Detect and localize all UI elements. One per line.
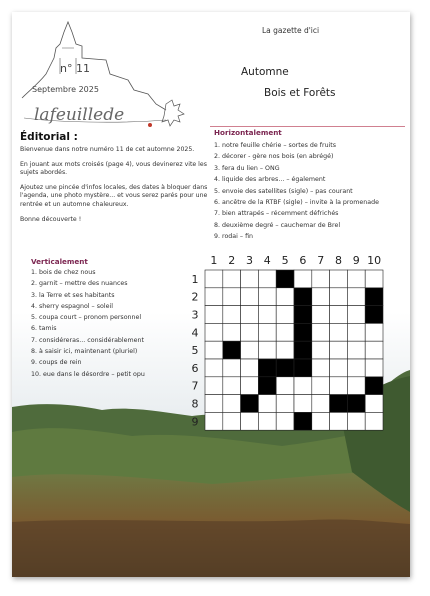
letter-cell[interactable] — [258, 306, 276, 324]
black-cell — [223, 341, 241, 359]
column-number: 8 — [335, 254, 342, 267]
letter-cell[interactable] — [223, 270, 241, 288]
row-number: 6 — [191, 361, 199, 375]
letter-cell[interactable] — [347, 341, 365, 359]
vertical-clues-title: Verticalement — [31, 257, 88, 266]
column-number: 9 — [352, 254, 360, 267]
letter-cell[interactable] — [294, 395, 312, 413]
clue-item: 10. eue dans le désordre – petit opu — [31, 370, 145, 378]
black-cell — [365, 288, 383, 306]
letter-cell[interactable] — [330, 323, 348, 341]
horizontal-clues-list — [214, 140, 379, 243]
gazette-label: La gazette d'ici — [262, 26, 320, 35]
letter-cell[interactable] — [205, 341, 223, 359]
letter-cell[interactable] — [330, 270, 348, 288]
letter-cell[interactable] — [312, 306, 330, 324]
letter-cell[interactable] — [347, 323, 365, 341]
column-number: 10 — [367, 254, 382, 267]
row-number: 5 — [191, 344, 199, 358]
letter-cell[interactable] — [330, 412, 348, 430]
black-cell — [294, 359, 312, 377]
letter-cell[interactable] — [276, 306, 294, 324]
black-cell — [258, 359, 276, 377]
letter-cell[interactable] — [312, 341, 330, 359]
letter-cell[interactable] — [258, 395, 276, 413]
letter-cell[interactable] — [347, 377, 365, 395]
row-number: 7 — [191, 379, 199, 393]
letter-cell[interactable] — [241, 412, 259, 430]
letter-cell[interactable] — [223, 288, 241, 306]
letter-cell[interactable] — [312, 323, 330, 341]
clue-item: 3. fera du lien – ONG — [214, 164, 280, 172]
column-number: 5 — [281, 254, 289, 267]
letter-cell[interactable] — [312, 270, 330, 288]
logo-text: lafeuillede — [34, 105, 125, 125]
horizontal-clues-title: Horizontalement — [214, 128, 282, 137]
column-number: 4 — [263, 254, 271, 267]
clue-item: 4. sherry espagnol – soleil — [31, 302, 113, 310]
letter-cell[interactable] — [330, 359, 348, 377]
black-cell — [294, 412, 312, 430]
letter-cell[interactable] — [365, 412, 383, 430]
clue-item: 1. notre feuille chérie – sortes de fruits — [214, 142, 337, 149]
column-number: 6 — [299, 254, 307, 267]
row-number: 1 — [191, 272, 199, 286]
letter-cell[interactable] — [258, 323, 276, 341]
letter-cell[interactable] — [258, 270, 276, 288]
editorial-title: Éditorial : — [20, 131, 78, 143]
editorial-paragraph: Ajoutez une pincée d'infos locales, des dates à bloquer dans l'agenda, une photo mystère... et vous serez parés pour une rentrée et un automne chaleureux. — [20, 183, 208, 208]
letter-cell[interactable] — [347, 306, 365, 324]
letter-cell[interactable] — [312, 395, 330, 413]
editorial-body — [20, 146, 210, 230]
letter-cell[interactable] — [258, 412, 276, 430]
header-divider — [210, 126, 405, 127]
village-logo-drawing — [16, 18, 186, 133]
clue-item: 5. coupa court – pronom personnel — [31, 314, 142, 322]
clue-item: 7. considéreras... considérablement — [31, 336, 145, 344]
black-cell — [294, 306, 312, 324]
letter-cell[interactable] — [330, 377, 348, 395]
letter-cell[interactable] — [347, 288, 365, 306]
letter-cell[interactable] — [205, 395, 223, 413]
clue-item: 4. liquide des arbres... – également — [214, 176, 326, 184]
clue-item: 9. rodai – fin — [214, 233, 254, 241]
letter-cell[interactable] — [276, 377, 294, 395]
letter-cell[interactable] — [365, 395, 383, 413]
clue-item: 6. ancêtre de la RTBF (sigle) – invite à la promenade — [214, 199, 379, 207]
letter-cell[interactable] — [258, 341, 276, 359]
letter-cell[interactable] — [241, 288, 259, 306]
clue-item: 8. à saisir ici, maintenant (pluriel) — [31, 348, 138, 356]
row-number: 4 — [191, 326, 199, 340]
theme-title: Bois et Forêts — [264, 87, 336, 99]
clue-item: 5. envoie des satellites (sigle) – pas courant — [214, 187, 353, 195]
letter-cell[interactable] — [330, 306, 348, 324]
black-cell — [276, 359, 294, 377]
letter-cell[interactable] — [294, 270, 312, 288]
clue-item: 3. la Terre et ses habitants — [31, 291, 115, 299]
letter-cell[interactable] — [312, 359, 330, 377]
letter-cell[interactable] — [258, 288, 276, 306]
letter-cell[interactable] — [276, 395, 294, 413]
letter-cell[interactable] — [205, 306, 223, 324]
letter-cell[interactable] — [223, 412, 241, 430]
black-cell — [330, 395, 348, 413]
letter-cell[interactable] — [365, 270, 383, 288]
letter-cell[interactable] — [330, 341, 348, 359]
editorial-paragraph: Bienvenue dans notre numéro 11 de cet automne 2025. — [20, 146, 195, 153]
letter-cell[interactable] — [365, 341, 383, 359]
black-cell — [365, 377, 383, 395]
clue-item: 1. bois de chez nous — [31, 269, 96, 276]
letter-cell[interactable] — [223, 323, 241, 341]
letter-cell[interactable] — [223, 359, 241, 377]
black-cell — [294, 341, 312, 359]
letter-cell[interactable] — [347, 359, 365, 377]
column-number: 1 — [210, 254, 218, 267]
letter-cell[interactable] — [205, 412, 223, 430]
letter-cell[interactable] — [205, 359, 223, 377]
letter-cell[interactable] — [312, 412, 330, 430]
clue-item: 7. bien attrapés – récemment défrichés — [214, 210, 339, 218]
letter-cell[interactable] — [276, 412, 294, 430]
row-number: 9 — [191, 415, 199, 429]
letter-cell[interactable] — [347, 412, 365, 430]
letter-cell[interactable] — [241, 270, 259, 288]
black-cell — [258, 377, 276, 395]
clue-item: 2. garnit – mettre des nuances — [31, 280, 128, 288]
newsletter-page — [12, 12, 410, 577]
season-title: Automne — [241, 66, 289, 78]
letter-cell[interactable] — [223, 306, 241, 324]
letter-cell[interactable] — [312, 288, 330, 306]
letter-cell[interactable] — [294, 377, 312, 395]
letter-cell[interactable] — [205, 288, 223, 306]
row-number: 8 — [191, 397, 199, 411]
issue-number: n° 11 — [60, 62, 90, 75]
letter-cell[interactable] — [241, 377, 259, 395]
letter-cell[interactable] — [276, 288, 294, 306]
letter-cell[interactable] — [205, 270, 223, 288]
vertical-clues-list — [31, 267, 145, 380]
column-number: 2 — [228, 254, 236, 267]
letter-cell[interactable] — [330, 288, 348, 306]
editorial-paragraph: Bonne découverte ! — [20, 215, 82, 223]
black-cell — [294, 288, 312, 306]
editorial-paragraph: En jouant aux mots croisés (page 4), vous devinerez vite les sujets abordés. — [20, 160, 207, 177]
letter-cell[interactable] — [276, 323, 294, 341]
black-cell — [365, 306, 383, 324]
letter-cell[interactable] — [347, 270, 365, 288]
letter-cell[interactable] — [365, 359, 383, 377]
clue-item: 8. deuxième degré – cauchemar de Brel — [214, 221, 341, 229]
issue-date: Septembre 2025 — [32, 85, 99, 94]
column-number: 7 — [317, 254, 325, 267]
letter-cell[interactable] — [223, 377, 241, 395]
letter-cell[interactable] — [205, 377, 223, 395]
crossword-grid — [180, 245, 380, 437]
letter-cell[interactable] — [223, 395, 241, 413]
letter-cell[interactable] — [312, 377, 330, 395]
letter-cell[interactable] — [241, 359, 259, 377]
black-cell — [276, 270, 294, 288]
black-cell — [294, 323, 312, 341]
letter-cell[interactable] — [205, 323, 223, 341]
black-cell — [347, 395, 365, 413]
letter-cell[interactable] — [241, 341, 259, 359]
row-number: 3 — [191, 308, 199, 322]
clue-item: 9. coups de rein — [31, 359, 82, 367]
clue-item: 6. tamis — [31, 325, 57, 333]
letter-cell[interactable] — [241, 323, 259, 341]
column-number: 3 — [246, 254, 253, 267]
clue-item: 2. décorer - gère nos bois (en abrégé) — [214, 153, 334, 161]
black-cell — [241, 395, 259, 413]
letter-cell[interactable] — [365, 323, 383, 341]
letter-cell[interactable] — [241, 306, 259, 324]
letter-cell[interactable] — [276, 341, 294, 359]
row-number: 2 — [191, 290, 199, 304]
